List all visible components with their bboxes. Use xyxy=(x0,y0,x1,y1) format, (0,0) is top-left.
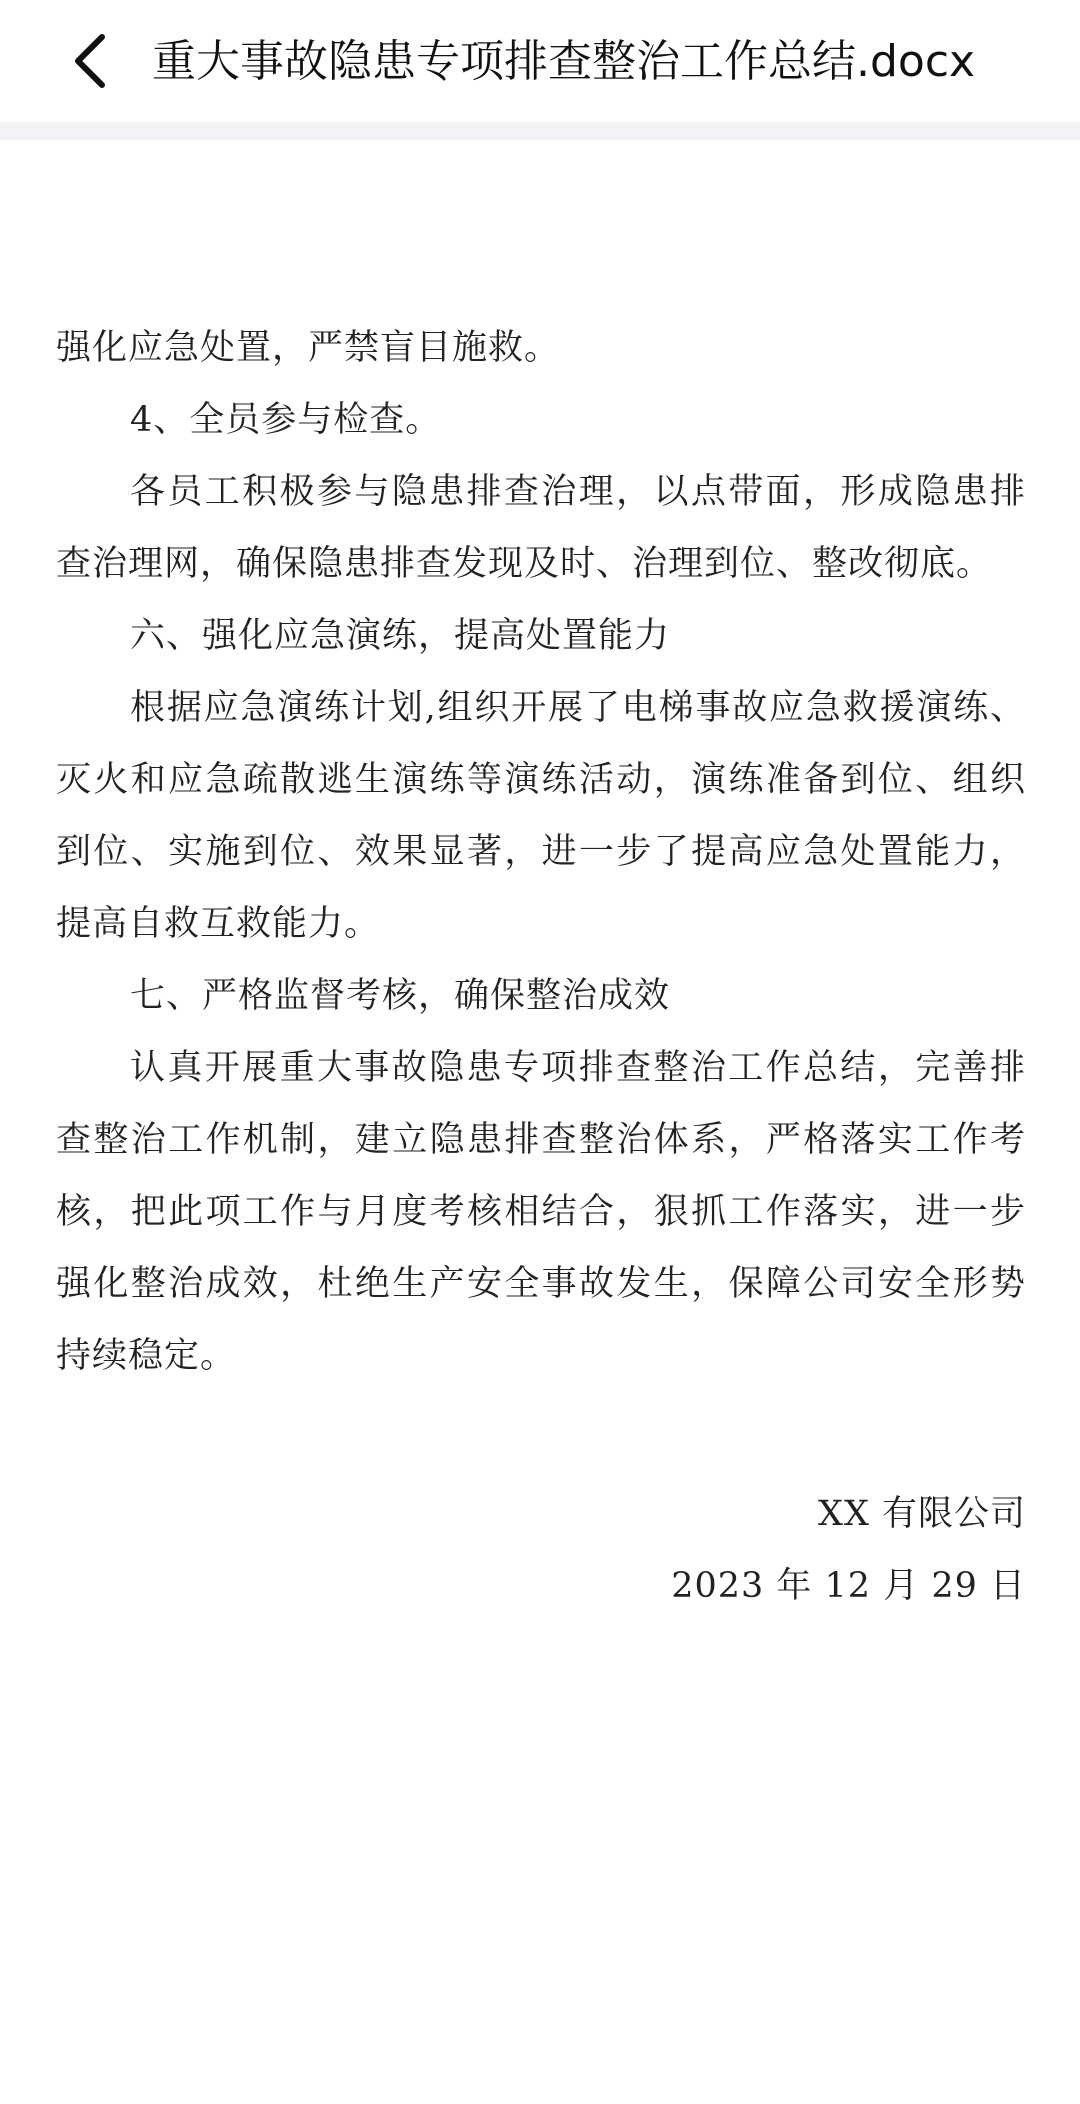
back-button[interactable] xyxy=(60,26,120,96)
paragraph-body: 认真开展重大事故隐患专项排查整治工作总结，完善排查整治工作机制，建立隐患排查整治体系，严格落实工作考核，把此项工作与月度考核相结合，狠抓工作落实，进一步强化整治成效，杜绝生产安全事故发生，保障公司安全形势持续稳定。 xyxy=(56,1048,1026,1376)
header-divider xyxy=(0,122,1080,140)
top-bar xyxy=(0,0,1080,122)
section-heading-6: 六、强化应急演练，提高处置能力 xyxy=(130,616,671,656)
document-body xyxy=(56,312,1026,1392)
section-heading-7: 七、严格监督考核，确保整治成效 xyxy=(130,976,671,1016)
paragraph-body: 各员工积极参与隐患排查治理，以点带面，形成隐患排查治理网，确保隐患排查发现及时、治理到位、整改彻底。 xyxy=(56,472,1026,584)
signature-date: 2023 年 12 月 29 日 xyxy=(671,1566,1026,1606)
document-title: 重大事故隐患专项排查整治工作总结.docx xyxy=(152,36,976,87)
chevron-left-icon xyxy=(70,31,110,91)
paragraph-body: 根据应急演练计划,组织开展了电梯事故应急救援演练、灭火和应急疏散逃生演练等演练活动，演练准备到位、组织到位、实施到位、效果显著，进一步了提高应急处置能力，提高自救互救能力。 xyxy=(56,688,1026,944)
signature-company: XX 有限公司 xyxy=(818,1494,1026,1534)
paragraph-continuation: 强化应急处置，严禁盲目施救。 xyxy=(56,328,561,368)
paragraph-heading-item-4: 4、全员参与检查。 xyxy=(130,400,442,440)
